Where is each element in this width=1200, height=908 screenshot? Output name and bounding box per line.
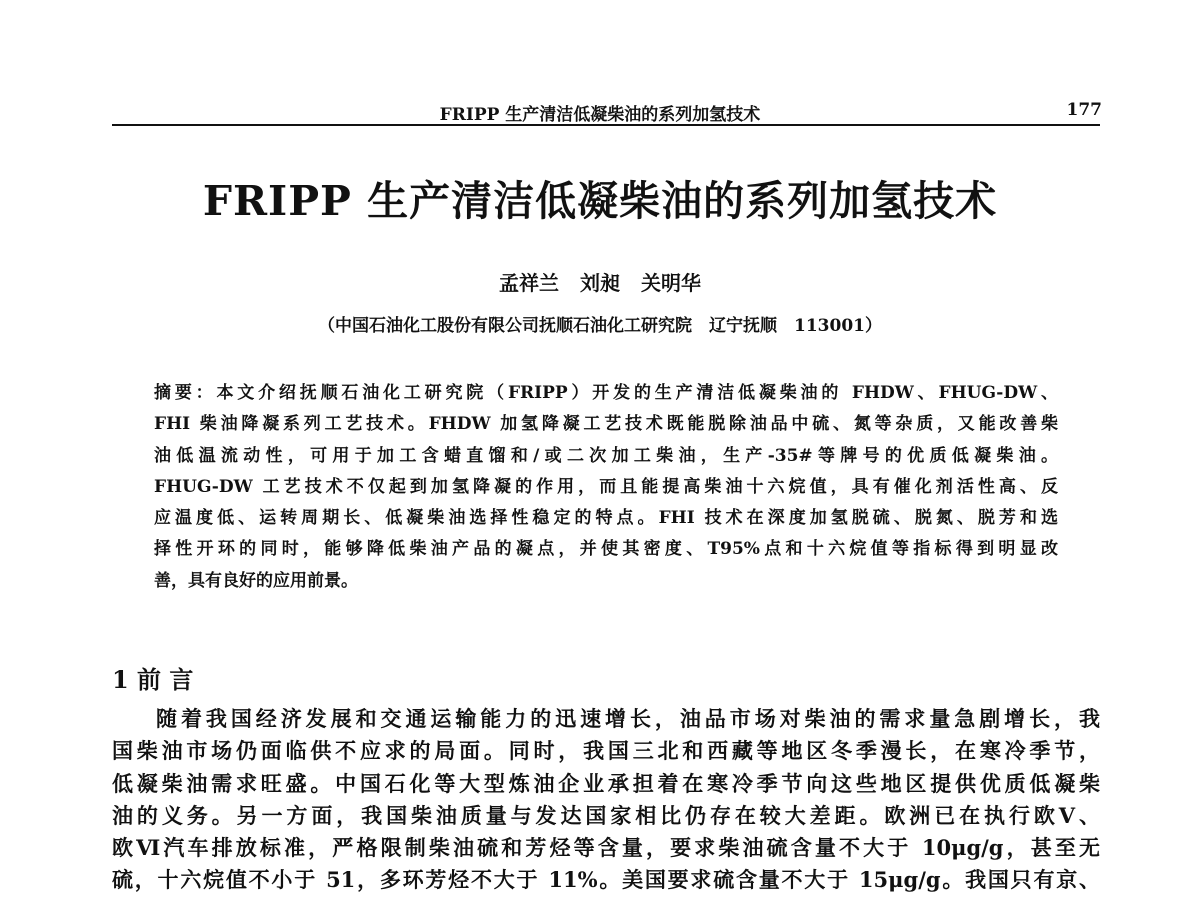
body-line: 随着我国经济发展和交通运输能力的迅速增长，油品市场对柴油的需求量急剧增长，我	[156, 706, 1100, 731]
abstract-line: 摘要：本文介绍抚顺石油化工研究院（FRIPP）开发的生产清洁低凝柴油的 FHDW、FHUG-DW、	[154, 383, 1058, 403]
body-paragraph	[112, 703, 1100, 897]
page-number: 177	[1066, 100, 1102, 120]
body-line: 低凝柴油需求旺盛。中国石化等大型炼油企业承担着在寒冷季节向这些地区提供优质低凝柴	[112, 770, 1100, 796]
paper-title: FRIPP 生产清洁低凝柴油的系列加氢技术	[202, 177, 998, 225]
abstract-line: FHUG-DW 工艺技术不仅起到加氢降凝的作用，而且能提高柴油十六烷值，具有催化剂活性高、反	[154, 476, 1058, 497]
body-line: 欧Ⅵ汽车排放标准，严格限制柴油硫和芳烃等含量，要求柴油硫含量不大于 10μg/g，甚至无	[112, 835, 1100, 861]
header-rule	[112, 124, 1100, 126]
body-line: 油的义务。另一方面，我国柴油质量与发达国家相比仍存在较大差距。欧洲已在执行欧Ⅴ、	[112, 802, 1100, 828]
body-line: 硫，十六烷值不小于 51，多环芳烃不大于 11%。美国要求硫含量不大于 15μg/g。我国只有京、	[112, 867, 1100, 893]
abstract-line: FHI 柴油降凝系列工艺技术。FHDW 加氢降凝工艺技术既能脱除油品中硫、氮等杂质，又能改善柴	[154, 414, 1058, 435]
abstract-line: 择性开环的同时，能够降低柴油产品的凝点，并使其密度、T95%点和十六烷值等指标得到明显改	[154, 539, 1058, 560]
author-list: 孟祥兰 刘昶 关明华	[499, 271, 701, 295]
running-title: FRIPP 生产清洁低凝柴油的系列加氢技术	[439, 105, 761, 125]
abstract-line: 应温度低、运转周期长、低凝柴油选择性稳定的特点。FHI 技术在深度加氢脱硫、脱氮、脱芳和选	[154, 508, 1058, 529]
abstract	[154, 378, 1058, 597]
affiliation: （中国石油化工股份有限公司抚顺石油化工研究院 辽宁抚顺 113001）	[318, 316, 882, 336]
abstract-line: 善，具有良好的应用前景。	[154, 570, 358, 591]
abstract-line: 油低温流动性，可用于加工含蜡直馏和/或二次加工柴油，生产-35#等牌号的优质低凝柴油。	[154, 445, 1058, 466]
body-line: 国柴油市场仍面临供不应求的局面。同时，我国三北和西藏等地区冬季漫长，在寒冷季节，	[112, 738, 1100, 764]
section-heading: 1 前 言	[112, 665, 194, 694]
